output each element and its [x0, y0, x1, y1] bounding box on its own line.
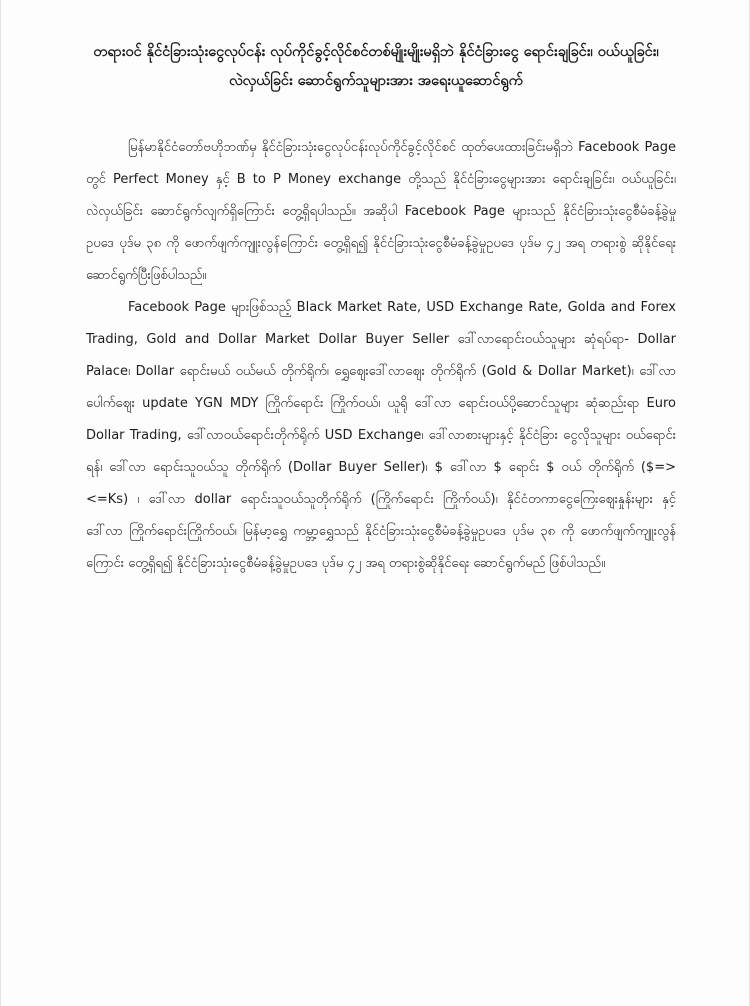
paragraph-2: Facebook Page များဖြစ်သည့် Black Market Rate, USD Exchange Rate, Golda and Forex Trading, Gold and Dollar Market Dollar Buyer Seller ဒေါ်လာရောင်းဝယ်သူများ ဆုံရပ်ရာ- Dollar Palace၊ Dollar ရောင်းမယ် ဝယ်မယ် တိုက်ရိုက်၊ ရွှေဈေးဒေါ်လာဈေး တိုက်ရိုက် (Gold & Dollar Market)၊ ဒေါ်လာပေါက်ဈေး update YGN MDY ကြိုက်ရောင်း ကြိုက်ဝယ်၊ ယူရို ဒေါ်လာ ရောင်းဝယ်ပို့ဆောင်သူများ ဆုံဆည်းရာ Euro Dollar Trading, ဒေါ်လာဝယ်ရောင်းတိုက်ရိုက် USD Exchange၊ ဒေါ်လာစားများနှင့် နိုင်ငံခြား ငွေလိုသူများ ဝယ်ရောင်းရန်၊ ဒေါ်လာ ရောင်းသူဝယ်သူ တိုက်ရိုက် (Dollar Buyer Seller)၊ $ ဒေါ်လာ $ ရောင်း $ ဝယ် တိုက်ရိုက် ($=><=Ks) ၊ ဒေါ်လာ dollar ရောင်းသူဝယ်သူတိုက်ရိုက် (ကြိုက်ရောင်း ကြိုက်ဝယ်)၊ နိုင်ငံတကာငွေကြေးဈေးနှုန်းများ နှင့် ဒေါ်လာ ကြိုက်ရောင်းကြိုက်ဝယ်၊ မြန်မာ့ရွှေ ကမ္ဘာ့ရွှေသည် နိုင်ငံခြားသုံးငွေစီမံခန့်ခွဲမှုဥပဒေ ပုဒ်မ ၃၈ ကို ဖောက်ဖျက်ကျူးလွန်ကြောင်း တွေ့ရှိရ၍ နိုင်ငံခြားသုံးငွေစီမံခန့်ခွဲမှုဥပဒေ ပုဒ်မ ၄၂ အရ တရားစွဲဆိုနိုင်ရေး ဆောင်ရွက်မည် ဖြစ်ပါသည်။: [86, 300, 676, 571]
paragraph-1: မြန်မာနိုင်ငံတော်ဗဟိုဘဏ်မှ နိုင်ငံခြားသုံးငွေလုပ်ငန်းလုပ်ကိုင်ခွင့်လိုင်စင် ထုတ်ပေးထားခြင်းမရှိဘဲ Facebook Page တွင် Perfect Money နှင့် B to P Money exchange တို့သည် နိုင်ငံခြားငွေများအား ရောင်းချခြင်း၊ ဝယ်ယူခြင်း၊ လဲလှယ်ခြင်း ဆောင်ရွက်လျက်ရှိကြောင်း တွေ့ရှိရပါသည်။ အဆိုပါ Facebook Page များသည် နိုင်ငံခြားသုံးငွေစီမံခန့်ခွဲမှုဥပဒေ ပုဒ်မ ၃၈ ကို ဖောက်ဖျက်ကျူးလွန်ကြောင်း တွေ့ရှိရ၍ နိုင်ငံခြားသုံးငွေစီမံခန့်ခွဲမှုဥပဒေ ပုဒ်မ ၄၂ အရ တရားစွဲ ဆိုနိုင်ရေး ဆောင်ရွက်ပြီးဖြစ်ပါသည်။: [86, 140, 676, 283]
document-title: တရားဝင် နိုင်ငံခြားသုံးငွေလုပ်ငန်း လုပ်ကိုင်ခွင့်လိုင်စင်တစ်မျိုးမျိုးမရှိဘဲ နိုင်ငံခြားငွေ ရောင်းချခြင်း၊ ဝယ်ယူခြင်း၊ လဲလှယ်ခြင်း ဆောင်ရွက်သူများအား အရေးယူဆောင်ရွက်: [93, 44, 659, 89]
document-body: [86, 132, 676, 580]
